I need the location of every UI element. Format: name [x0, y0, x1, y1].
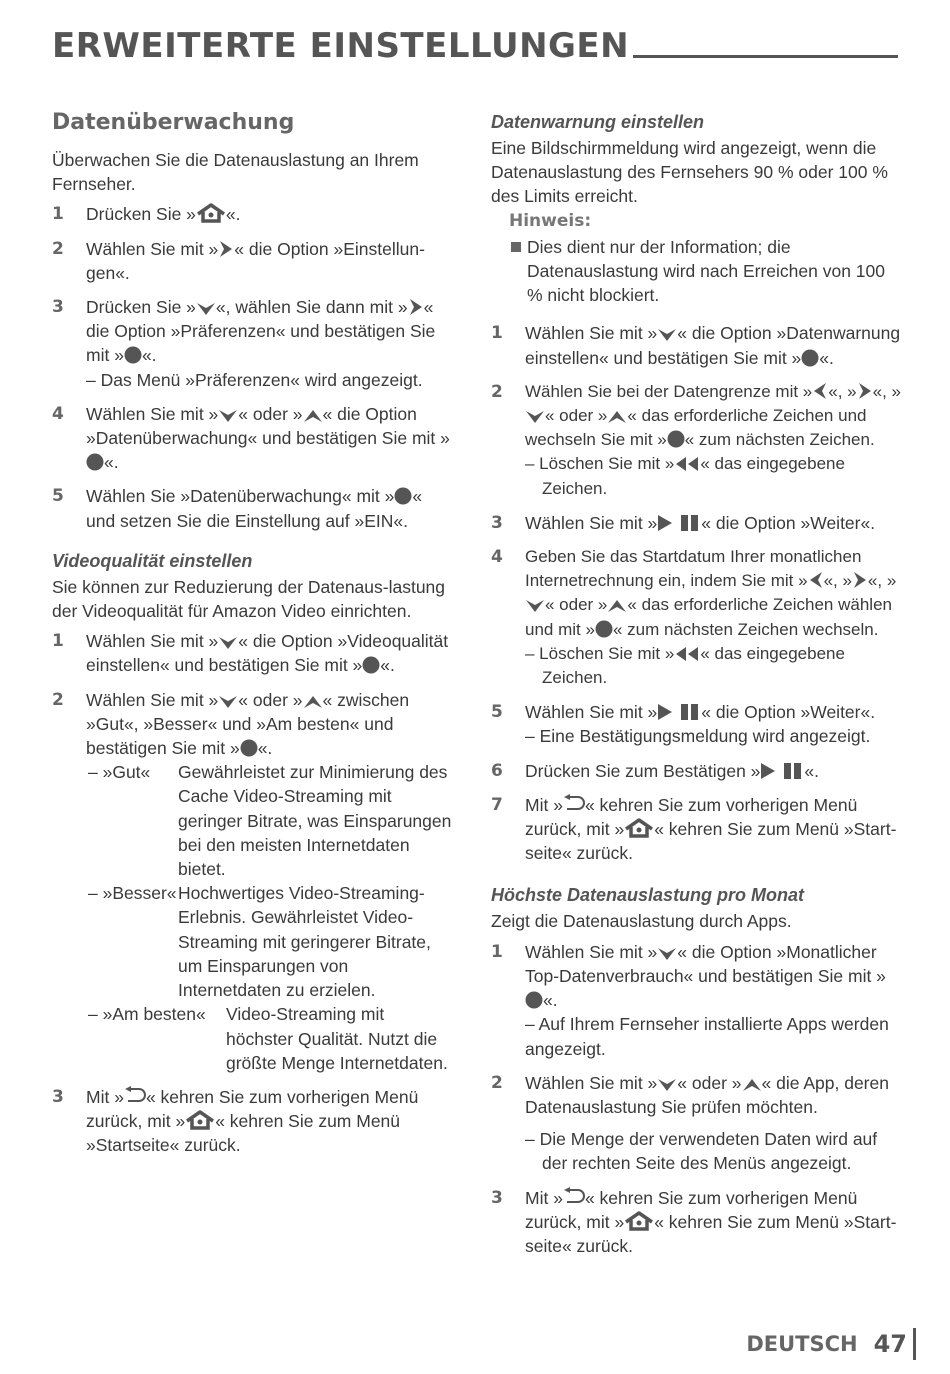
subsection-intro: Zeigt die Datenauslastung durch Apps.	[491, 911, 792, 932]
step-text: Wählen Sie mit »	[525, 512, 658, 533]
list-item	[491, 545, 901, 690]
step-text: «, »	[872, 381, 901, 401]
step-text: Wählen Sie mit »	[525, 323, 658, 344]
hint-note	[491, 235, 901, 308]
step-text: « die App, deren Datenauslastung Sie prüfen möchten.	[525, 1072, 889, 1117]
step-number: 3	[52, 1086, 64, 1107]
list-item	[491, 793, 901, 866]
page-header	[52, 18, 898, 66]
step-text: « die Option »Einstellun-gen«.	[86, 238, 425, 283]
subsection-title-hoechste-datenauslastung: Höchste Datenauslastung pro Monat	[491, 885, 805, 906]
list-item	[52, 1085, 452, 1158]
back-icon	[563, 794, 585, 814]
step-text: Wählen Sie bei der Datengrenze mit »	[525, 381, 813, 401]
step-text: « kehren Sie zum Menü »Start-seite« zurück.	[525, 1211, 897, 1256]
arrow-down-icon	[218, 695, 238, 709]
arrow-down-icon	[657, 947, 677, 961]
hoechste-datenauslastung-steps	[491, 940, 901, 1258]
list-item	[52, 295, 452, 392]
step-text: «.	[380, 655, 395, 676]
step-subnote: – Eine Bestätigungsmeldung wird angezeigt.	[525, 726, 871, 747]
step-number: 1	[491, 941, 503, 962]
option-besser	[86, 881, 452, 1002]
step-text: « kehren Sie zum vorherigen Menü zurück, mit »	[86, 1086, 419, 1132]
arrow-left-icon	[812, 382, 828, 400]
step-text: «, wählen Sie dann mit »	[215, 297, 408, 318]
step-subnote	[525, 642, 901, 690]
section-title-datenueberwachung: Datenüberwachung	[52, 110, 295, 135]
step-number: 2	[52, 689, 64, 710]
ok-button-icon	[667, 430, 685, 448]
back-icon	[124, 1086, 146, 1106]
step-subnote: – Auf Ihrem Fernseher installierte Apps werden angezeigt.	[525, 1014, 889, 1059]
step-number: 5	[52, 486, 64, 507]
arrow-right-icon	[857, 382, 873, 400]
ok-button-icon	[362, 656, 380, 674]
play-pause-icon	[657, 703, 701, 721]
step-text: Wählen Sie »Datenüberwachung« mit »	[86, 486, 395, 507]
step-text: « oder »	[545, 406, 608, 426]
step-text: « kehren Sie zum Menü »Start-seite« zurück.	[525, 819, 897, 864]
step-text: «.	[141, 345, 157, 366]
step-number: 2	[491, 381, 503, 402]
ok-button-icon	[86, 453, 104, 471]
header-rule	[633, 55, 898, 58]
step-text: « die Option »Präferenzen« und bestätigen Sie mit »	[86, 297, 436, 366]
step-text: Wählen Sie mit »	[525, 941, 658, 962]
datenueberwachung-steps	[52, 202, 452, 532]
option-am-besten	[86, 1002, 452, 1075]
step-text: « zum nächsten Zeichen.	[684, 430, 875, 450]
option-description: Gewährleistet zur Minimierung des Cache Video-Streaming mit geringer Bitrate, was Einsparungen bei den meisten Internetdaten bietet.	[178, 762, 452, 880]
footer-language: DEUTSCH	[746, 1332, 858, 1356]
arrow-down-icon	[196, 302, 216, 316]
step-number: 4	[491, 547, 503, 568]
step-text: « die Option »Weiter«.	[701, 702, 876, 723]
arrow-up-icon	[607, 410, 627, 424]
step-text: – Löschen Sie mit »	[525, 454, 675, 474]
step-text: « zum nächsten Zeichen wechseln.	[612, 619, 879, 639]
step-subnote	[525, 452, 901, 500]
step-text: « oder »	[677, 1072, 742, 1093]
step-number: 3	[52, 297, 64, 318]
step-text: « zwischen »Gut«, »Besser« und »Am besten« und bestätigen Sie mit »	[86, 689, 410, 759]
subsection-intro: Eine Bildschirmmeldung wird angezeigt, wenn die Datenauslastung des Fernsehers 90 % oder 100 % des Limits erreicht.	[491, 138, 888, 207]
arrow-down-icon	[657, 1078, 677, 1092]
ok-button-icon	[595, 620, 613, 638]
step-text: Mit »	[525, 1187, 563, 1208]
page-number: 47	[874, 1328, 916, 1360]
step-text: Wählen Sie mit »	[86, 238, 219, 259]
step-text: « kehren Sie zum vorherigen Menü zurück, mit »	[525, 1187, 858, 1232]
step-text: Drücken Sie zum Bestätigen »	[525, 760, 761, 781]
arrow-down-icon	[525, 599, 545, 613]
list-item	[491, 511, 901, 535]
step-text: « die Option »Monatlicher Top-Datenverbrauch« und bestätigen Sie mit »	[525, 941, 886, 986]
step-text: Wählen Sie mit »	[86, 631, 219, 652]
step-text: « das eingegebene Zeichen.	[542, 643, 845, 688]
home-icon	[196, 203, 226, 223]
arrow-right-icon	[852, 571, 868, 589]
list-item	[491, 321, 901, 369]
step-text: Geben Sie das Startdatum Ihrer monatlichen Internetrechnung ein, indem Sie mit »	[525, 547, 862, 591]
videoqualitaet-steps	[52, 629, 452, 1157]
step-number: 6	[491, 760, 503, 781]
subsection-title-datenwarnung: Datenwarnung einstellen	[491, 112, 705, 132]
list-item	[491, 1071, 901, 1176]
ok-button-icon	[124, 346, 142, 364]
left-column	[52, 108, 452, 1168]
step-number: 1	[52, 631, 64, 652]
arrow-right-icon	[408, 298, 424, 316]
home-icon	[185, 1110, 215, 1130]
step-number: 2	[491, 1072, 503, 1093]
step-number: 3	[491, 512, 503, 533]
hint-text: Dies dient nur der Information; die Datenauslastung wird nach Erreichen von 100 % nicht blockiert.	[527, 236, 885, 306]
step-text: « das erforderliche Zeichen wählen und mit »	[525, 595, 892, 639]
step-text: « die Option »Videoqualität einstellen« und bestätigen Sie mit »	[86, 631, 449, 676]
step-text: «.	[543, 990, 558, 1011]
step-text: Wählen Sie mit »	[86, 403, 219, 424]
step-text: « kehren Sie zum Menü »Startseite« zurück.	[86, 1111, 401, 1156]
step-text: « kehren Sie zum vorherigen Menü zurück, mit »	[525, 794, 858, 840]
hint-title: Hinweis:	[509, 210, 592, 231]
step-text: « das eingegebene Zeichen.	[542, 454, 845, 498]
step-text: «.	[804, 760, 820, 781]
step-text: «, »	[867, 571, 897, 591]
ok-button-icon	[394, 487, 412, 505]
list-item	[491, 380, 901, 501]
step-text: Wählen Sie mit »	[525, 702, 658, 723]
step-text: Drücken Sie »	[86, 204, 196, 225]
option-description: Video-Streaming mit höchster Qualität. Nutzt die größte Menge Internetdaten.	[226, 1004, 448, 1073]
right-column	[491, 110, 901, 1268]
list-item	[491, 1186, 901, 1259]
step-text: «, »	[823, 571, 852, 591]
step-text: Wählen Sie mit »	[525, 1072, 658, 1093]
step-text: « die Option »Weiter«.	[701, 512, 876, 533]
step-number: 2	[52, 238, 64, 259]
option-label: – »Gut«	[88, 762, 151, 783]
step-text: « oder »	[238, 689, 303, 710]
ok-button-icon	[525, 991, 543, 1009]
step-subnote: – Die Menge der verwendeten Daten wird auf der rechten Seite des Menüs angezeigt.	[525, 1129, 878, 1174]
arrow-up-icon	[742, 1078, 762, 1092]
step-text: «, »	[828, 381, 857, 401]
list-item	[491, 759, 901, 783]
step-text: «.	[225, 204, 241, 225]
list-item	[52, 237, 452, 285]
arrow-left-icon	[808, 571, 824, 589]
datenwarnung-steps	[491, 321, 901, 865]
page-title: ERWEITERTE EINSTELLUNGEN	[52, 26, 630, 66]
step-text: Mit »	[525, 794, 563, 815]
option-description: Hochwertiges Video-Streaming-Erlebnis. Gewährleistet Video-Streaming mit geringerer Bitrate, um Einsparungen von Internetdaten zu erzielen.	[178, 883, 431, 1001]
step-number: 3	[491, 1187, 503, 1208]
list-item	[52, 484, 452, 532]
step-number: 1	[491, 323, 503, 344]
step-text: Drücken Sie »	[86, 297, 196, 318]
arrow-down-icon	[657, 328, 677, 342]
ok-button-icon	[801, 349, 819, 367]
arrow-up-icon	[303, 695, 323, 709]
step-text: « oder »	[238, 403, 303, 424]
option-label: – »Besser«	[88, 883, 177, 904]
step-text: « die Option »Datenwarnung einstellen« und bestätigen Sie mit »	[525, 323, 901, 368]
arrow-down-icon	[525, 410, 545, 424]
rewind-icon	[674, 646, 700, 662]
step-number: 1	[52, 204, 64, 225]
arrow-up-icon	[607, 599, 627, 613]
step-text: Mit »	[86, 1086, 124, 1107]
home-icon	[624, 1211, 654, 1231]
subsection-intro: Sie können zur Reduzierung der Datenaus-lastung der Videoqualität für Amazon Video einrichten.	[52, 576, 446, 622]
rewind-icon	[674, 456, 700, 472]
arrow-down-icon	[218, 636, 238, 650]
play-pause-icon	[760, 762, 804, 780]
step-text: Wählen Sie mit »	[86, 689, 219, 710]
step-text: «.	[104, 452, 119, 473]
step-number: 7	[491, 794, 503, 815]
section-intro: Überwachen Sie die Datenauslastung an Ihrem Fernseher.	[52, 150, 419, 195]
step-number: 4	[52, 403, 64, 424]
list-item	[491, 940, 901, 1061]
play-pause-icon	[657, 514, 701, 532]
step-text: « die Option »Datenüberwachung« und bestätigen Sie mit »	[86, 403, 450, 449]
step-text: «.	[257, 738, 273, 759]
home-icon	[624, 818, 654, 838]
step-text: «.	[819, 347, 834, 368]
arrow-right-icon	[218, 240, 234, 258]
arrow-down-icon	[218, 409, 238, 423]
list-item	[52, 688, 452, 1075]
step-number: 5	[491, 702, 503, 723]
list-item	[491, 700, 901, 748]
step-subnote: – Das Menü »Präferenzen« wird angezeigt.	[86, 369, 423, 390]
step-text: – Löschen Sie mit »	[525, 643, 675, 663]
arrow-up-icon	[303, 409, 323, 423]
page-footer	[746, 1326, 916, 1362]
step-text: « das erforderliche Zeichen und wechseln Sie mit »	[525, 406, 867, 450]
list-item	[52, 629, 452, 677]
option-label: – »Am besten«	[88, 1004, 206, 1025]
bullet-square-icon	[511, 242, 521, 252]
step-text: « und setzen Sie die Einstellung auf »EIN«.	[86, 486, 423, 531]
ok-button-icon	[240, 739, 258, 757]
option-gut	[86, 760, 452, 881]
subsection-title-videoqualitaet: Videoqualität einstellen	[52, 550, 253, 571]
step-text: « oder »	[545, 595, 608, 615]
back-icon	[563, 1187, 585, 1207]
list-item	[52, 202, 452, 226]
list-item	[52, 402, 452, 475]
